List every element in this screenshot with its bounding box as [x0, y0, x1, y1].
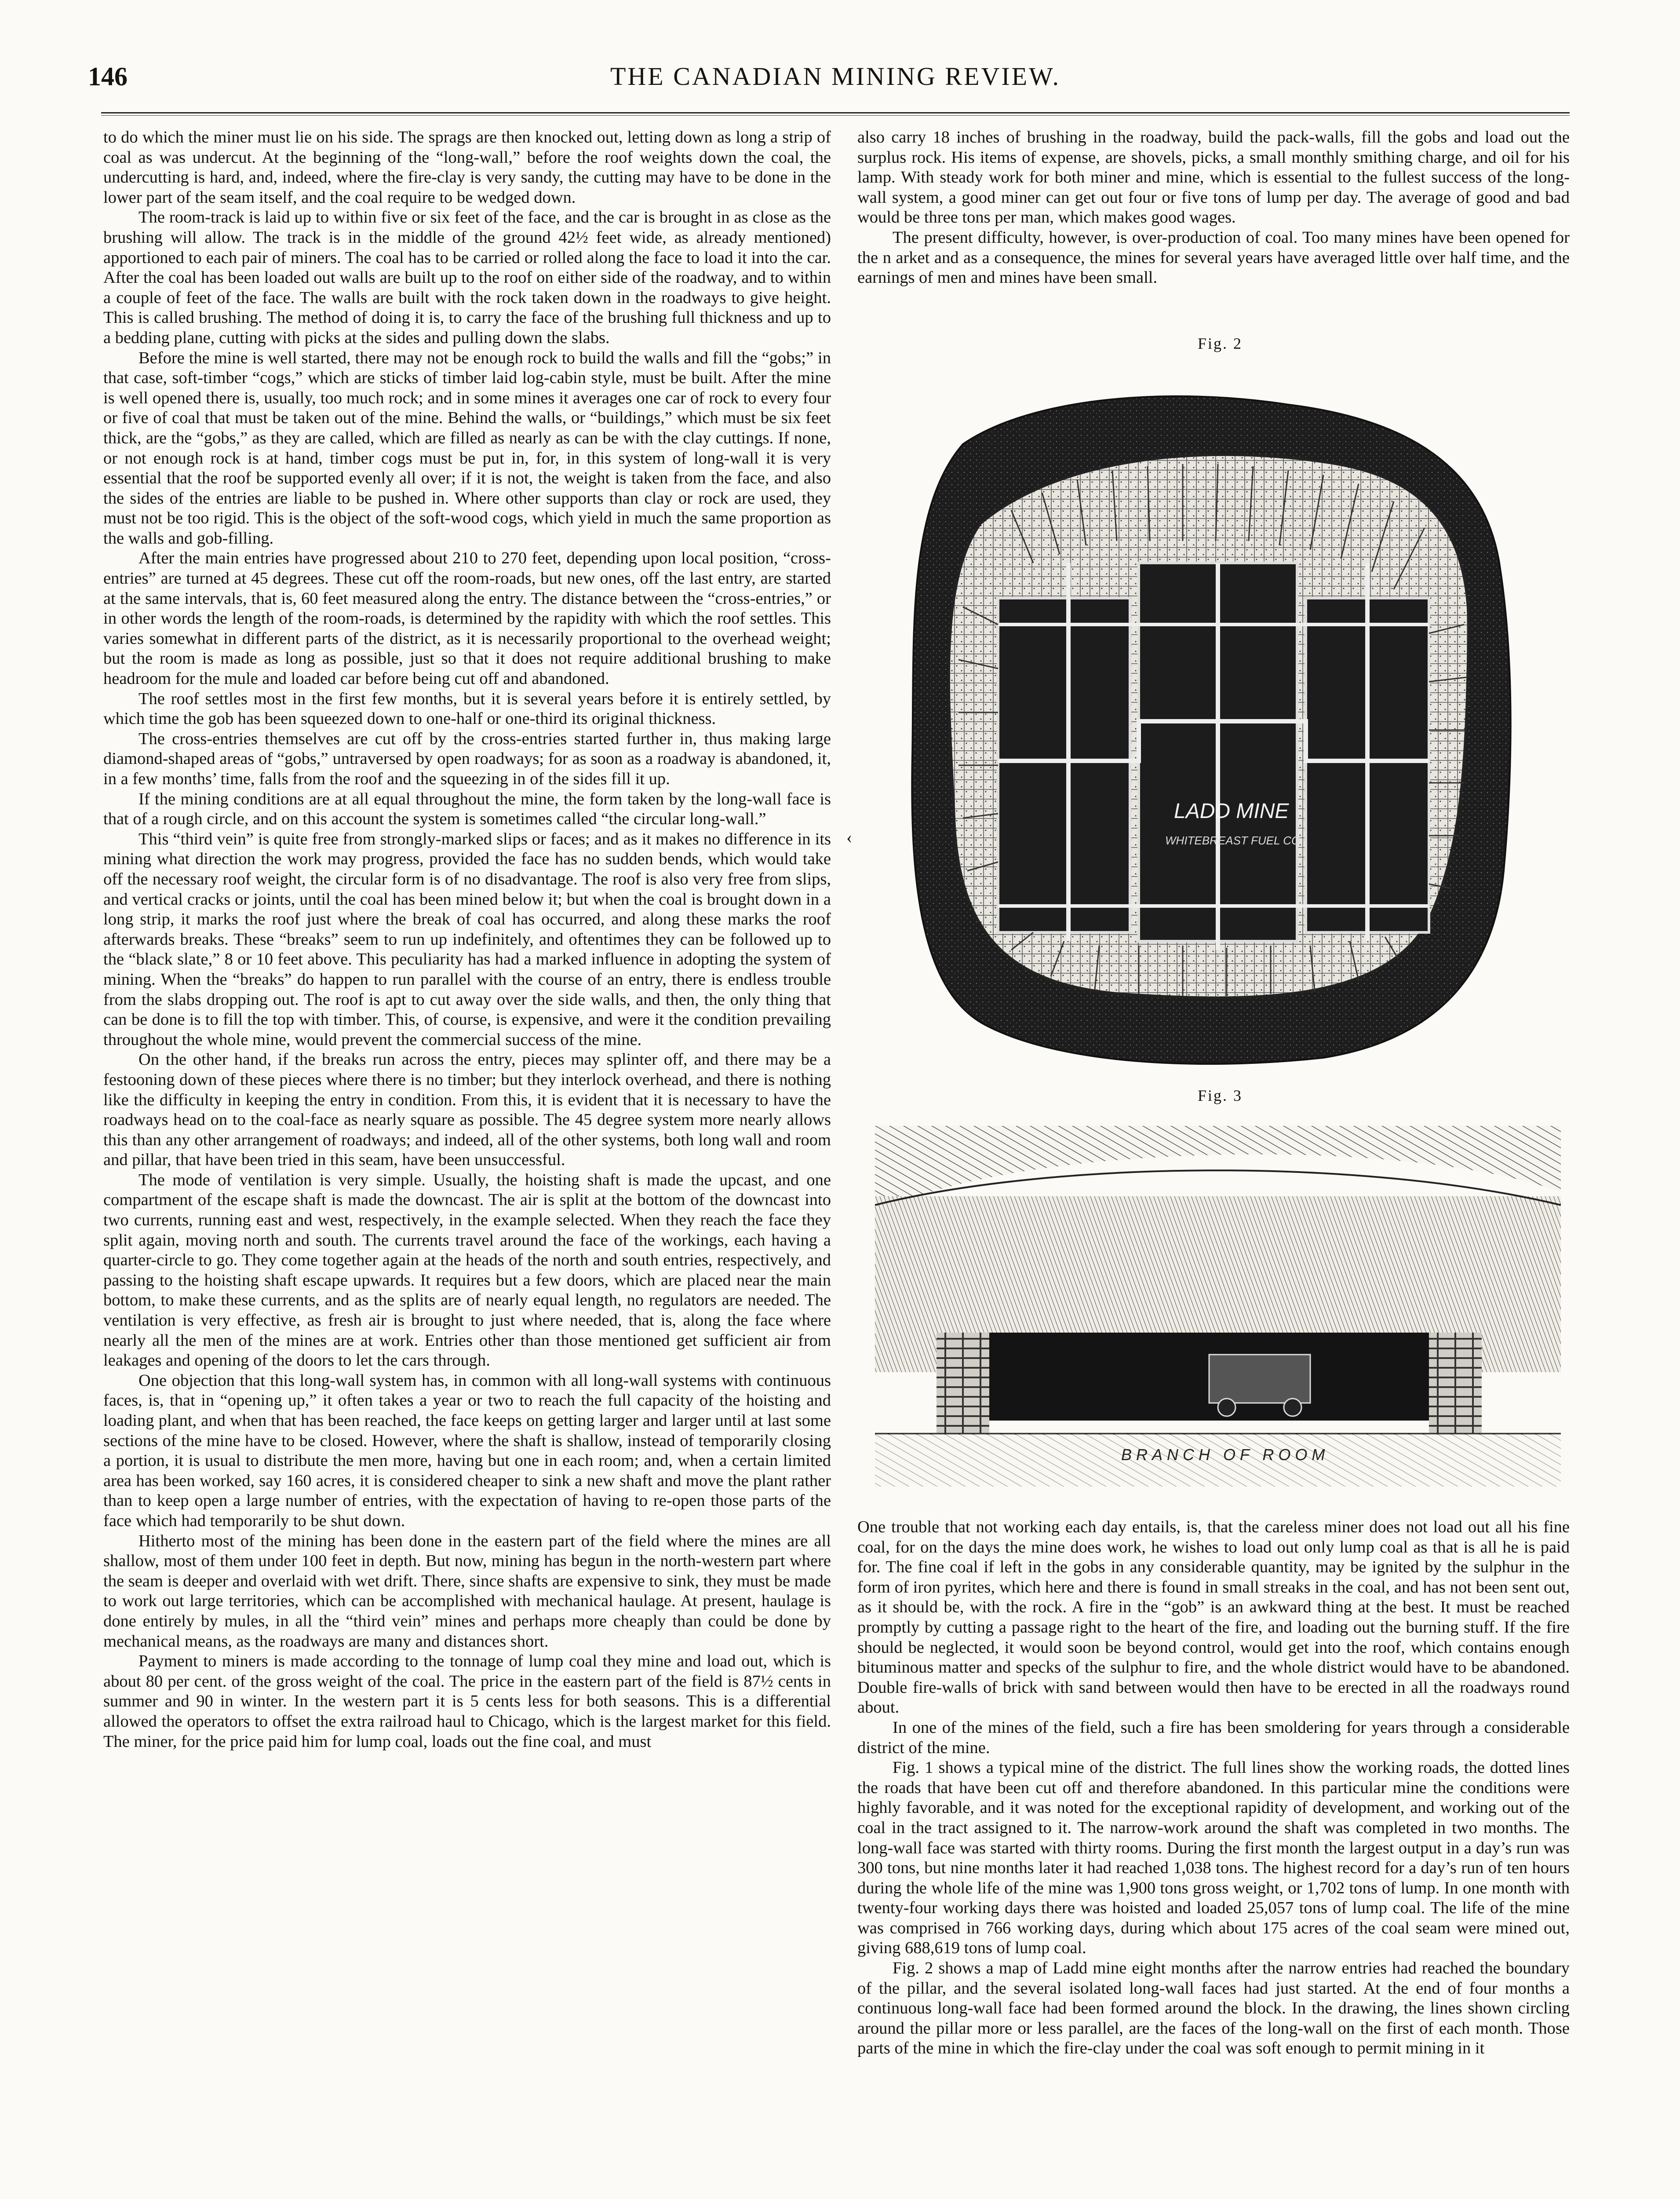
paragraph: After the main entries have progressed about 210 to 270 feet, depending upon local position, “cross-entries” are turned at 45 degrees. These cut off the room-roads, but new ones, off the last entry, are started at the same intervals, that is, 60 feet measured along the entry. The distance between the “cross-entries,” or in other words the length of the room-roads, is determined by the rapidity with which the roof settles. This varies somewhat in different parts of the district, as it is necessarily proportional to the overhead weight; but the room is made as long as possible, just so that it does not require additional brushing to make headroom for the mule and loaded car before being cut off and abandoned.	[103, 549, 831, 688]
paragraph: to do which the miner must lie on his side. The sprags are then knocked out, letting down as long a strip of coal as was undercut. At the beginning of the “long-wall,” before the roof weights down the coal, the undercutting is hard, and, indeed, where the fire-clay is very sandy, the cutting may have to be done in the lower part of the seam itself, and the coal require to be wedged down.	[103, 128, 831, 207]
paragraph: If the mining conditions are at all equal throughout the mine, the form taken by the long-wall face is that of a rough circle, and on this account the system is sometimes called “the circular long-wall.”	[103, 789, 831, 829]
left-column	[103, 128, 831, 2199]
paragraph: Hitherto most of the mining has been done in the eastern part of the field where the mines are all shallow, most of them under 100 feet in depth. But now, mining has begun in the north-western part where the seam is deeper and overlaid with wet drift. There, since shafts are expensive to sink, they must be made to work out large territories, which can be accomplished with mechanical haulage. At present, haulage is done entirely by mules, in all the “third vein” mines and perhaps more cheaply than could be done by mechanical means, as the roadways are many and distances short.	[103, 1531, 831, 1651]
paragraph: In one of the mines of the field, such a fire has been smoldering for years through a considerable district of the mine.	[857, 1718, 1570, 1757]
header-rule	[101, 112, 1570, 113]
paragraph: The room-track is laid up to within five or six feet of the face, and the car is brought in as close as the brushing will allow. The track is in the middle of the ground 42½ feet wide, as already mentioned) apportioned to each pair of miners. The coal has to be carried or rolled along the face to load it into the car. After the coal has been loaded out walls are built up to the roof on either side of the roadway, and to within a couple of feet of the face. The walls are built with the rock taken down in the roadways to give height. This is called brushing. The method of doing it is, to carry the face of the brushing full thickness and up to a bedding plane, cutting with picks at the sides and pulling down the slabs.	[103, 208, 831, 347]
margin-mark: ‹	[846, 827, 853, 847]
header-rule-thin	[101, 115, 1570, 116]
page-number: 146	[88, 62, 128, 91]
figure-3-caption: Fig. 3	[1197, 1087, 1243, 1104]
paragraph: The mode of ventilation is very simple. Usually, the hoisting shaft is made the upcast, and one compartment of the escape shaft is made the downcast. The air is split at the bottom of the downcast into two currents, running east and west, respectively, in the example selected. When they reach the face they split again, moving north and south. The currents travel around the face of the workings, each having a quarter-circle to go. They come together again at the heads of the north and south entries, respectively, and passing to the hoisting shaft escape upwards. It requires but a few doors, which are placed near the main bottom, to make these currents, and as the splits are of nearly equal length, no regulators are needed. The ventilation is very effective, as fresh air is brought to just where needed, that is, along the face where nearly all the men of the mines are at work. Entries other than those mentioned get sufficient air from leakages and opening of the doors to let the cars through.	[103, 1170, 831, 1370]
page-header	[88, 62, 1583, 101]
figure-3-label: BRANCH OF ROOM	[1121, 1446, 1330, 1464]
running-head: THE CANADIAN MINING REVIEW.	[610, 62, 1061, 91]
figure-3-branch-of-room	[875, 1126, 1561, 1487]
paragraph: One trouble that not working each day entails, is, that the careless miner does not load out all his fine coal, for on the days the mine does work, he wishes to load out only lump coal as that is all he is paid for. The fine coal if left in the gobs in any considerable quantity, may be ignited by the sulphur in the form of iron pyrites, which here and there is found in small streaks in the coal, and has not been sent out, as it should be, with the rock. A fire in the “gob” is an awkward thing at the best. It must be reached promptly by cutting a passage right to the heart of the fire, and loading out the burning stuff. If the fire should be neglected, it would soon be beyond control, would get into the roof, which contains enough bituminous matter and specks of the sulphur to fire, and the whole district would have to be abandoned. Double fire-walls of brick with sand between would then have to be erected in all the roadways round about.	[857, 1518, 1570, 1717]
paragraph: One objection that this long-wall system has, in common with all long-wall systems with continuous faces, is, that in “opening up,” it often takes a year or two to reach the full capacity of the hoisting and loading plant, and when that has been reached, the face keeps on getting larger and larger until at last some sections of the mine have to be closed. However, where the shaft is shallow, instead of temporarily closing a portion, it is usual to distribute the men more, having but one in each room; and, when a certain limited area has been worked, say 160 acres, it is considered cheaper to sink a new shaft and move the plant rather than to keep open a large number of entries, with the expectation of having to re-open those parts of the face which had temporarily to be shut down.	[103, 1371, 831, 1530]
right-pack-wall	[1429, 1333, 1482, 1434]
figure-2-mine-map	[901, 378, 1517, 1073]
paragraph: On the other hand, if the breaks run across the entry, pieces may splinter off, and there may be a festooning down of these pieces where there is no timber; but they interlock overhead, and there is nothing like the difficulty in keeping the entry in condition. From this, it is evident that it is necessary to have the roadways head on to the coal-face as nearly square as possible. The 45 degree system more nearly allows this than any other arrangement of roadways; and indeed, all of the other systems, both long wall and room and pillar, that have been tried in this seam, have been unsuccessful.	[103, 1050, 831, 1169]
figure-2-sublabel: WHITEBREAST FUEL CO.	[1165, 834, 1304, 847]
right-column-bottom	[857, 1517, 1570, 2177]
figure-2-label: LADD MINE	[1174, 800, 1289, 823]
paragraph: Before the mine is well started, there may not be enough rock to build the walls and fill the “gobs;” in that case, soft-timber “cogs,” which are sticks of timber laid log-cabin style, must be built. After the mine is well opened there is, usually, too much rock; and in some mines it averages one car of rock to every four or five of coal that must be taken out of the mine. Behind the walls, or “buildings,” which must be six feet thick, are the “gobs,” as they are called, which are filled as nearly as can be with the clay cuttings. If none, or not enough rock is at hand, timber cogs must be put in, for, in this system of long-wall it is very essential that the roof be supported evenly all over; if it is not, the weight is taken from the face, and also the sides of the entries are liable to be pushed in. Where other supports than clay or rock are used, they must not be too rigid. This is the object of the soft-wood cogs, which yield in much the same proportion as the walls and gob-filling.	[103, 348, 831, 548]
inner-pillar-left	[998, 598, 1130, 932]
right-column-top	[857, 128, 1570, 325]
paragraph: Fig. 2 shows a map of Ladd mine eight months after the narrow entries had reached the boundary of the pillar, and the several isolated long-wall faces had just started. At the end of four months a continuous long-wall face had been formed around the block. In the drawing, the lines shown circling around the pillar more or less parallel, are the faces of the long-wall on the first of each month. Those parts of the mine in which the fire-clay under the coal was soft enough to permit mining in it	[857, 1959, 1570, 2058]
paragraph: also carry 18 inches of brushing in the roadway, build the pack-walls, fill the gobs and load out the surplus rock. His items of expense, are shovels, picks, a small monthly smithing charge, and oil for his lamp. With steady work for both miner and mine, which is essential to the fullest success of the long-wall system, a good miner can get out four or five tons of lump per day. The average of good and bad would be three tons per man, which makes good wages.	[857, 128, 1570, 227]
paragraph: The roof settles most in the first few months, but it is several years before it is entirely settled, by which time the gob has been squeezed down to one-half or one-third its original thickness.	[103, 689, 831, 728]
paragraph: This “third vein” is quite free from strongly-marked slips or faces; and as it makes no difference in its mining what direction the work may progress, provided the face has no sudden bends, which would take off the necessary roof weight, the circular form is of no disadvantage. The roof is also very free from slips, and vertical cracks or joints, until the coal has been mined below it; but when the coal is brought down in a long strip, it marks the roof just where the break of coal has occurred, and along these marks the roof afterwards breaks. These “breaks” seem to run up indefinitely, and oftentimes they can be followed up to the “black slate,” 8 or 10 feet above. This peculiarity has had a marked influence in adopting the system of mining. When the “breaks” do happen to run parallel with the course of an entry, there is endless trouble from the slabs dropping out. The roof is apt to cut away over the side walls, and then, the only thing that can be done is to fill the top with timber. This, of course, is expensive, and were it the condition prevailing throughout the whole mine, would prevent the commercial success of the mine.	[103, 829, 831, 1049]
left-pack-wall	[937, 1333, 989, 1434]
paragraph: Fig. 1 shows a typical mine of the district. The full lines show the working roads, the dotted lines the roads that have been cut off and therefore abandoned. In this particular mine the conditions were highly favorable, and it was noted for the exceptional rapidity of development, and working out of the coal in the tract assigned to it. The narrow-work around the shaft was completed in two months. The long-wall face was started with thirty rooms. During the first month the largest output in a day’s run was 300 tons, but nine months later it had reached 1,038 tons. The highest record for a day’s run of ten hours during the whole life of the mine was 1,900 tons gross weight, or 1,702 tons of lump. In one month with twenty-four working days there was hoisted and loaded 25,057 tons of lump coal. The life of the mine was comprised in 766 working days, during which about 175 acres of the coal seam were mined out, giving 688,619 tons of lump coal.	[857, 1758, 1570, 1958]
paragraph: Payment to miners is made according to the tonnage of lump coal they mine and load out, which is about 80 per cent. of the gross weight of the coal. The price in the eastern part of the field is 87½ cents in summer and 90 in winter. In the western part it is 5 cents less for both seasons. This is a differential allowed the operators to offset the extra railroad haul to Chicago, which is the largest market for this field. The miner, for the price paid him for lump coal, loads out the fine coal, and must	[103, 1652, 831, 1751]
figure-2-caption: Fig. 2	[1197, 335, 1243, 352]
paragraph: The present difficulty, however, is over-production of coal. Too many mines have been opened for the n arket and as a consequence, the mines for several years have averaged little over half time, and the earnings of men and mines have been small.	[857, 228, 1570, 287]
paragraph: The cross-entries themselves are cut off by the cross-entries started further in, thus making large diamond-shaped areas of “gobs,” untraversed by open roadways; for as soon as a roadway is abandoned, it, in a few months’ time, falls from the roof and the squeezing in of the sides fill it up.	[103, 729, 831, 788]
